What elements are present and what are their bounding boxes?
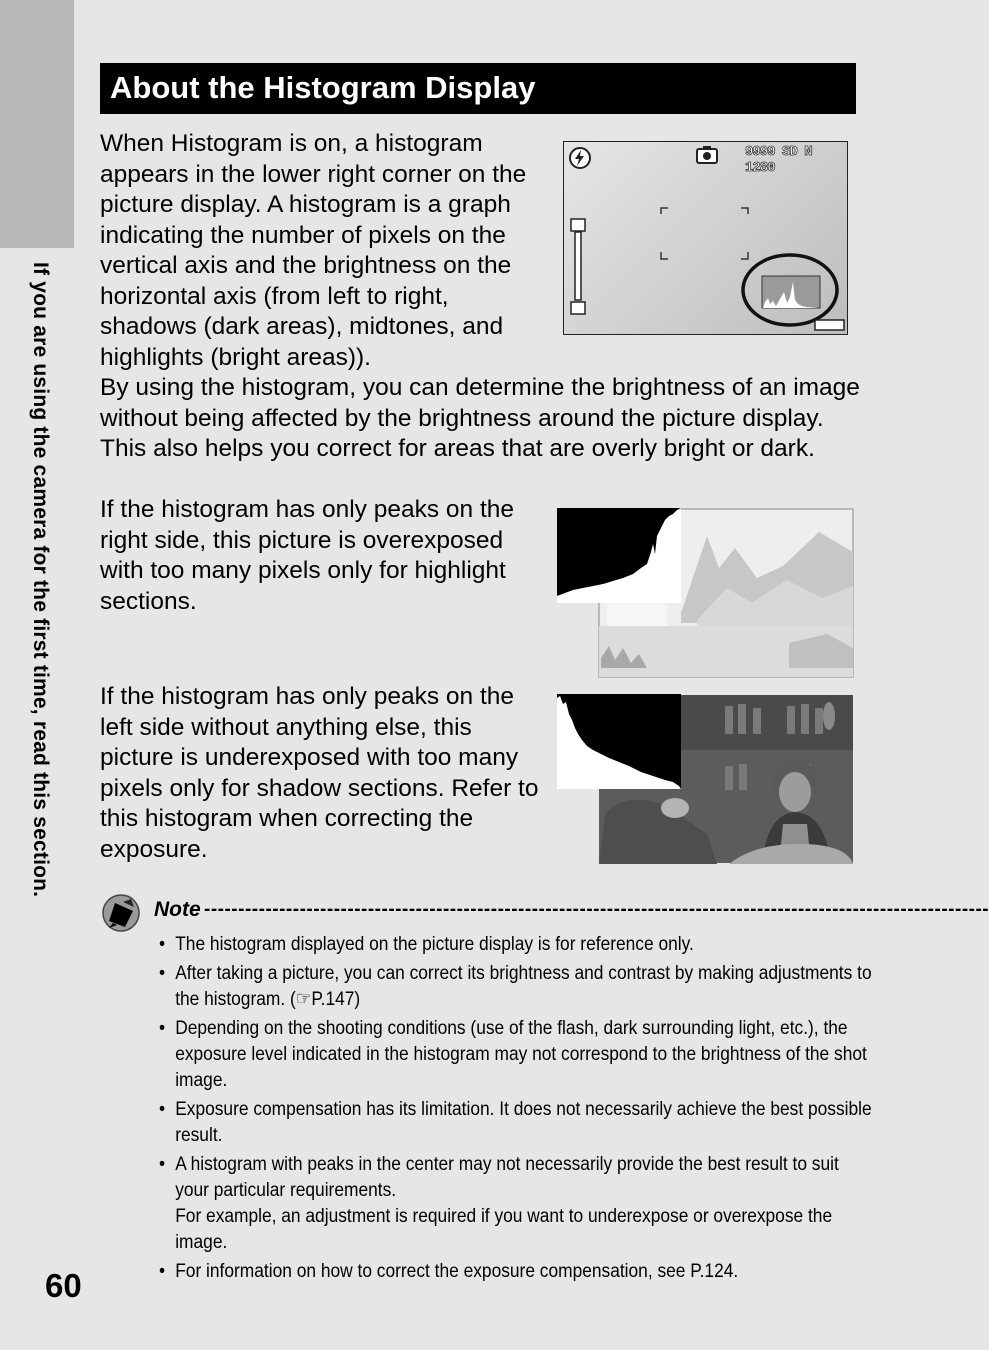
chapter-side-tab [0, 0, 74, 248]
paragraph-underexposed: If the histogram has only peaks on the left side without anything else, this picture is underexposed with too many pixels only for shadow sections. Refer to this histogram when correcting the exposure. [100, 683, 539, 863]
battery-icon [814, 318, 846, 332]
paragraph-overexposed: If the histogram has only peaks on the right side, this picture is overexposed with too many pixels only for highlight sections. [100, 496, 515, 615]
overexposed-example-image [557, 508, 853, 678]
note-item-text: For information on how to correct the exposure compensation, see P.124. [175, 1261, 739, 1283]
note-dashed-rule: ------------------------------------------------------------------------------------------------------------------- [204, 899, 989, 920]
note-item-text: Depending on the shooting conditions (use of the flash, dark surrounding light, etc.), the exposure level indicated in the histogram may not correspond to the brightness of the shot image. [175, 1018, 867, 1091]
note-item [159, 961, 875, 1013]
chapter-side-text: If you are using the camera for the first time, read this section. [29, 262, 52, 898]
note-item-text: Exposure compensation has its limitation. It does not necessarily achieve the best possible result. [175, 1099, 872, 1147]
note-item [159, 1097, 875, 1149]
note-item-continuation: For example, an adjustment is required if you want to underexpose or overexpose the image. [175, 1205, 833, 1253]
paragraph-histogram-intro: When Histogram is on, a histogram appears in the lower right corner on the picture display. A histogram is a graph indicating the number of pixels on the vertical axis and the brightness on the horizontal axis (from left to right, shadows (dark areas), midtones, and highlights (bright areas)). [100, 130, 527, 371]
overexposed-landscape-photo [557, 508, 853, 678]
note-list [159, 932, 872, 1288]
note-item-text: A histogram with peaks in the center may not necessarily provide the best result to suit your particular requirements. [175, 1154, 839, 1202]
zoom-scale-icon [570, 218, 588, 318]
camera-lcd-illustration [563, 141, 848, 335]
note-icon [101, 893, 141, 933]
note-title: Note [154, 898, 201, 921]
page-number: 60 [45, 1267, 82, 1304]
note-item [159, 1152, 875, 1255]
note-item [159, 1016, 875, 1093]
underexposed-restaurant-photo [557, 694, 853, 864]
note-item [159, 1259, 875, 1285]
lcd-status-text: 9999 SD N 1280 [745, 144, 812, 176]
note-item [159, 932, 875, 958]
section-heading: About the Histogram Display [110, 70, 536, 105]
note-item-text: After taking a picture, you can correct its brightness and contrast by making adjustments to the histogram. (☞P.147) [175, 963, 872, 1011]
underexposed-example-image [557, 694, 853, 864]
note-item-text: The histogram displayed on the picture display is for reference only. [175, 934, 694, 955]
paragraph-histogram-usage: By using the histogram, you can determine the brightness of an image without being affected by the brightness around the picture display. This also helps you correct for areas that are overly bright or dark. [100, 374, 860, 462]
section-heading-bar [100, 63, 856, 114]
